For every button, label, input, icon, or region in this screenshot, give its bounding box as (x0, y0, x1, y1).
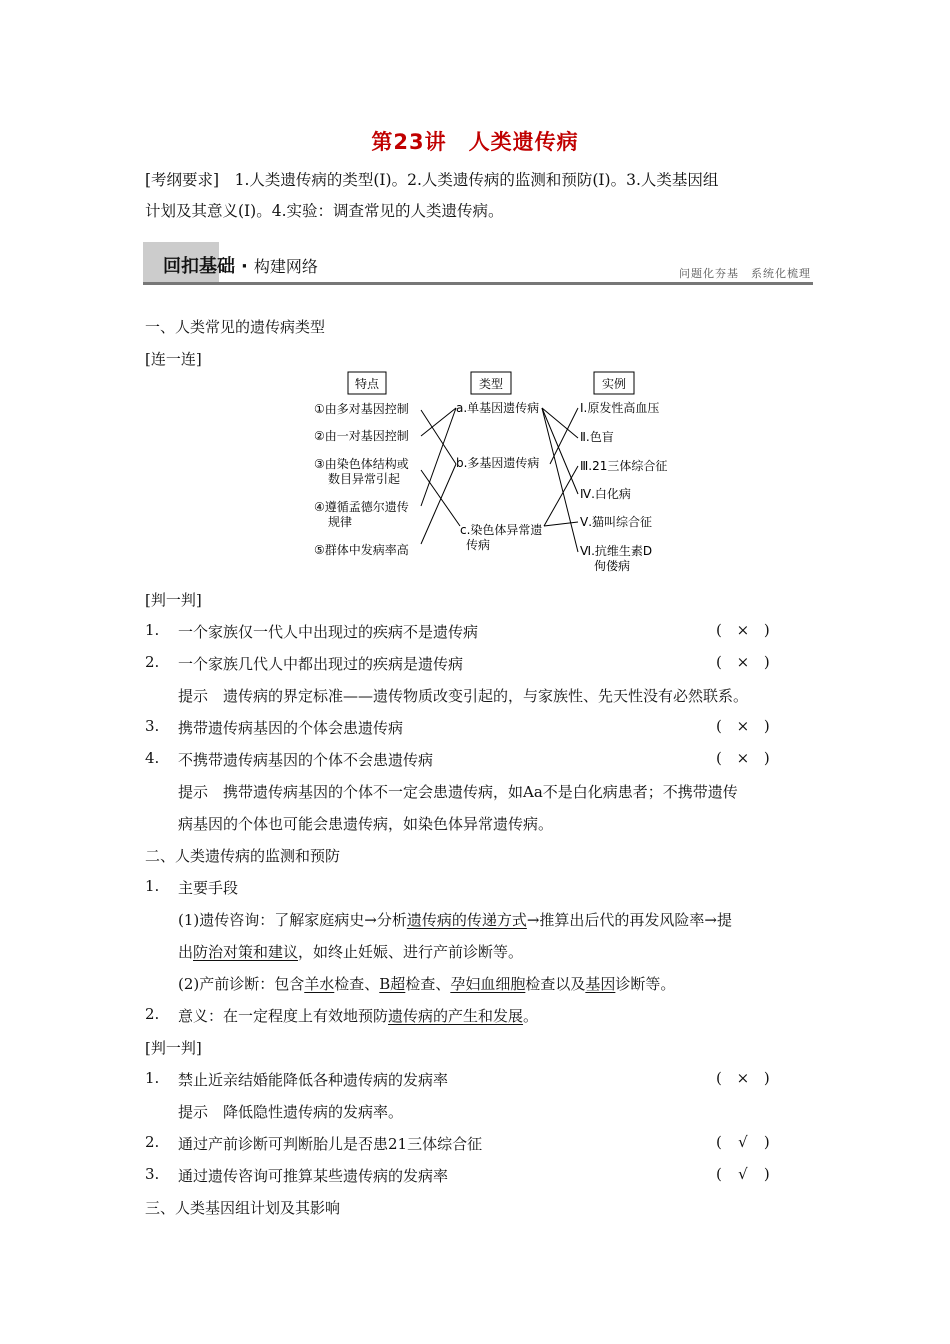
judge2-2-text: 通过产前诊断可判断胎儿是否患21三体综合征 (178, 1135, 483, 1153)
item2-num: 2. (145, 1005, 160, 1023)
judge2-1-symbol: × (736, 1069, 750, 1087)
banner-dot: · (241, 256, 248, 277)
link-line (544, 522, 578, 526)
banner-title (163, 252, 318, 278)
judge4-mark: ( × ) (716, 749, 770, 767)
p2-a: (2)产前诊断：包含 (178, 975, 305, 993)
link-line (421, 464, 456, 544)
judge1-num: 1. (145, 621, 160, 639)
judge2-3-text: 通过遗传咨询可推算某些遗传病的发病率 (178, 1167, 449, 1185)
feature-2: ②由一对基因控制 (314, 429, 409, 443)
banner-sub: 构建网络 (253, 257, 318, 276)
judge2-2-symbol: √ (738, 1133, 748, 1151)
judge4-text: 不携带遗传病基因的个体不会患遗传病 (178, 751, 434, 769)
judge2-2-mark: ( √ ) (716, 1133, 770, 1151)
judge1-symbol: × (736, 621, 750, 639)
header-features: 特点 (354, 377, 380, 391)
judge2-num: 2. (145, 653, 160, 671)
answer-transmission-mode: 遗传病的传递方式 (406, 911, 527, 929)
item2-text (178, 1005, 538, 1026)
requirements-line-1: [考纲要求] 1.人类遗传病的类型(Ⅰ)。2.人类遗传病的监测和预防(Ⅰ)。3.人类基因组 (145, 171, 719, 189)
type-c-line1: c.染色体异常遗 (460, 523, 543, 537)
link-line (542, 408, 578, 438)
judge2-1-text: 禁止近亲结婚能降低各种遗传病的发病率 (178, 1071, 449, 1089)
section3-heading: 三、人类基因组计划及其影响 (145, 1199, 341, 1217)
judge3-symbol: × (736, 717, 750, 735)
type-a: a.单基因遗传病 (456, 401, 540, 415)
feature-3a: ③由染色体结构或 (314, 457, 409, 471)
judge2-3-num: 3. (145, 1165, 160, 1183)
judge3-num: 3. (145, 717, 160, 735)
exam-requirements (145, 165, 810, 227)
section1-heading: 一、人类常见的遗传病类型 (145, 318, 326, 336)
item1-text: 主要手段 (178, 879, 239, 897)
prenatal-diagnosis-line (178, 973, 675, 994)
judge1-mark: ( × ) (716, 621, 770, 639)
p1b-post: ，如终止妊娠、进行产前诊断等。 (298, 943, 524, 961)
answer-occurrence-development: 遗传病的产生和发展 (388, 1007, 524, 1025)
p2-e: 诊断等。 (615, 975, 676, 993)
judge2-2-num: 2. (145, 1133, 160, 1151)
hint-judge2-1: 提示 降低隐性遗传病的发病率。 (178, 1103, 404, 1121)
judge4-symbol: × (736, 749, 750, 767)
p2-c: 检查、 (405, 975, 451, 993)
judge2-1-mark: ( × ) (716, 1069, 770, 1087)
p1b-pre: 出 (178, 943, 194, 961)
section-banner (143, 242, 813, 286)
answer-countermeasures: 防治对策和建议 (193, 943, 299, 961)
answer-b-ultrasound: B超 (379, 975, 406, 993)
feature-5: ⑤群体中发病率高 (314, 543, 409, 557)
judge2-mark: ( × ) (716, 653, 770, 671)
header-types: 类型 (478, 377, 504, 391)
answer-gene: 基因 (585, 975, 616, 993)
banner-main: 回扣基础 (163, 256, 235, 277)
p2-b: 检查、 (334, 975, 380, 993)
example-5: Ⅴ.猫叫综合征 (580, 515, 653, 529)
hint-judge4-line2: 病基因的个体也可能会患遗传病，如染色体异常遗传病。 (178, 815, 554, 833)
answer-amniotic: 羊水 (304, 975, 335, 993)
type-c-line2: 传病 (466, 538, 491, 552)
judge2-3-symbol: √ (738, 1165, 748, 1183)
judge1-text: 一个家族仅一代人中出现过的疾病不是遗传病 (178, 623, 479, 641)
item1-num: 1. (145, 877, 160, 895)
pan-label-1: [判一判] (145, 591, 202, 609)
p2-d: 检查以及 (525, 975, 586, 993)
answer-blood-cells: 孕妇血细胞 (450, 975, 526, 993)
item2-pre: 意义：在一定程度上有效地预防 (178, 1007, 389, 1025)
hint-judge2: 提示 遗传病的界定标准——遗传物质改变引起的，与家族性、先天性没有必然联系。 (178, 687, 749, 705)
judge2-text: 一个家族几代人中都出现过的疾病是遗传病 (178, 655, 464, 673)
type-b: b.多基因遗传病 (456, 456, 540, 470)
requirements-line-2: 计划及其意义(Ⅰ)。4.实验：调查常见的人类遗传病。 (145, 202, 504, 220)
header-examples: 实例 (601, 377, 627, 391)
feature-3b: 数目异常引起 (328, 472, 401, 486)
link-line (544, 466, 578, 526)
p1a-pre: (1)遗传咨询：了解家庭病史→分析 (178, 911, 407, 929)
example-6b: 佝偻病 (594, 559, 631, 573)
banner-right-text: 问题化夯基 系统化梳理 (679, 267, 811, 280)
judge3-text: 携带遗传病基因的个体会患遗传病 (178, 719, 404, 737)
banner-underline (143, 282, 813, 285)
feature-4a: ④遵循孟德尔遗传 (314, 500, 409, 514)
example-6a: Ⅵ.抗维生素D (580, 544, 653, 558)
judge2-3-mark: ( √ ) (716, 1165, 770, 1183)
section2-heading: 二、人类遗传病的监测和预防 (145, 847, 341, 865)
genetic-counseling-line1 (178, 909, 732, 930)
p1a-post: →推算出后代的再发风险率→提 (526, 911, 732, 929)
matching-diagram (308, 366, 708, 581)
link-line (421, 408, 456, 506)
judge2-symbol: × (736, 653, 750, 671)
lian-label: [连一连] (145, 350, 202, 368)
example-3: Ⅲ.21三体综合征 (580, 459, 668, 473)
link-line (421, 470, 460, 526)
judge3-mark: ( × ) (716, 717, 770, 735)
judge4-num: 4. (145, 749, 160, 767)
pan-label-2: [判一判] (145, 1039, 202, 1057)
example-2: Ⅱ.色盲 (580, 430, 614, 444)
example-1: Ⅰ.原发性高血压 (580, 401, 660, 415)
item2-post: 。 (523, 1007, 539, 1025)
genetic-counseling-line2 (178, 941, 523, 962)
example-4: Ⅳ.白化病 (580, 487, 631, 501)
feature-1: ①由多对基因控制 (314, 402, 409, 416)
judge2-1-num: 1. (145, 1069, 160, 1087)
feature-4b: 规律 (328, 515, 353, 529)
hint-judge4-line1: 提示 携带遗传病基因的个体不一定会患遗传病，如Aa不是白化病患者；不携带遗传 (178, 783, 738, 801)
page-title: 第23讲 人类遗传病 (371, 130, 579, 154)
